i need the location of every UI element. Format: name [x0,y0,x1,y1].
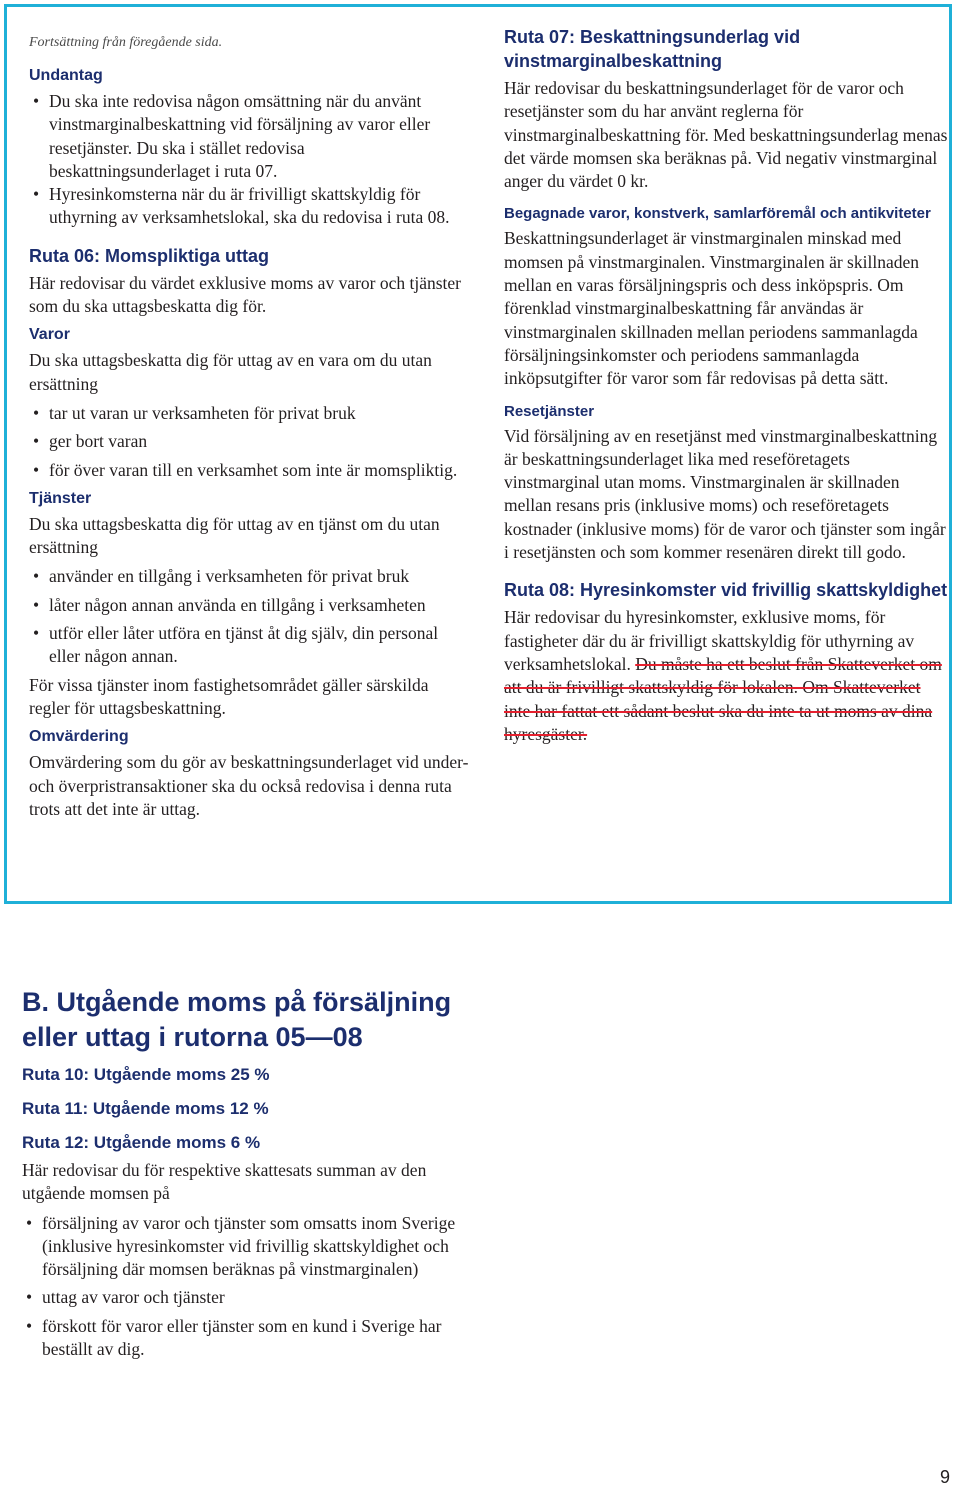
list-item: • använder en tillgång i verksamheten för privat bruk [29,565,469,588]
info-box [4,4,952,904]
ruta06-text: Här redovisar du värdet exklusive moms av varor och tjänster som du ska uttagsbeskatta dig för. [29,272,462,317]
left-column [29,25,469,827]
varor-heading: Varor [29,326,70,344]
list-item: • tar ut varan ur verksamheten för privat bruk [29,402,469,425]
list-item: • för över varan till en verksamhet som inte är momspliktig. [29,459,469,482]
begagnade-heading: Begagnade varor, konstverk, samlarföremål och antikviteter [504,205,931,223]
ruta06-heading: Ruta 06: Momspliktiga uttag [29,245,270,266]
undantag-list [29,90,469,230]
list-item: • förskott för varor eller tjänster som en kund i Sverige har beställt av dig. [22,1315,472,1362]
resetjanster-heading: Resetjänster [504,402,595,420]
tjanster-heading: Tjänster [29,489,92,507]
ruta10-heading: Ruta 10: Utgående moms 25 % [22,1065,270,1084]
varor-intro: Du ska uttagsbeskatta dig för uttag av en vara om du utan ersättning [29,350,432,394]
page-number: 9 [939,1467,950,1487]
omvardering-heading: Omvärdering [29,728,129,746]
resetjanster-text: Vid försäljning av en resetjänst med vinstmarginalbeskattning är beskattningsunderlaget lika med reseföretagets vinstmarginal utan moms. Vinstmarginalen är skillnaden mellan resans pris (inklusive moms) och reseföretagets kostnader (inklusive moms) för de varor och tjänster som ingår i resetjänsten och som kommer resenären direkt till godo. [504,425,946,563]
ruta07-text: Här redovisar du beskattningsunderlaget för de varor och resetjänster som du har använt reglerna för vinstmarginalbeskattning för. Med beskattningsunderlag menas det värde momsen ska beräknas på. Vid negativ vinstmarginal anger du värdet 0 kr. [504,78,948,192]
list-item: • utför eller låter utföra en tjänst åt dig själv, din personal eller någon annan. [29,622,469,669]
ruta11-heading: Ruta 11: Utgående moms 12 % [22,1099,269,1118]
list-item: • uttag av varor och tjänster [22,1286,472,1309]
varor-list [29,402,469,482]
section-b [22,985,472,1366]
list-item: • Du ska inte redovisa någon omsättning när du använt vinstmarginalbeskattning vid försäljning av varor eller resetjänster. Du ska i stället redovisa beskattningsunderlaget i ruta 07. [29,90,469,183]
begagnade-text: Beskattningsunderlaget är vinstmarginalen minskad med momsen på vinstmarginalen. Vinstmarginalen är skillnaden mellan en varas försäljningspris och dess inköpspris. Om förenklad vinstmarginalbeskattning får användas är vinstmarginalen skillnaden mellan periodens sammanlagda försäljningsinkomster och periodens sammanlagda inköpsutgifter för varor som får redovisas på detta sätt. [504,228,919,389]
ruta07-heading: Ruta 07: Beskattningsunderlag vid vinstmarginalbeskattning [504,27,801,71]
ruta08-text-main: Här redovisar du hyresinkomster, exklusive moms, för fastigheter där du är frivilligt skattskyldig för uthyrning av verksamhetslokal. [504,607,915,674]
tjanster-note: För vissa tjänster inom fastighetsområdet gäller särskilda regler för uttagsbeskattning. [29,674,429,718]
list-item: • ger bort varan [29,430,469,453]
section-b-heading: B. Utgående moms på försäljning eller uttag i rutorna 05—08 [22,987,452,1052]
tjanster-list [29,565,469,668]
list-item: • Hyresinkomsterna när du är frivilligt skattskyldig för uthyrning av verksamhetslokal, ska du redovisa i ruta 08. [29,183,469,230]
tjanster-intro: Du ska uttagsbeskatta dig för uttag av en tjänst om du utan ersättning [29,513,440,558]
list-item: • låter någon annan använda en tillgång i verksamheten [29,594,469,617]
ruta08-heading: Ruta 08: Hyresinkomster vid frivillig skattskyldighet [504,580,948,601]
section-b-list [22,1212,472,1362]
ruta08-text [504,606,949,746]
omvardering-text: Omvärdering som du gör av beskattningsunderlaget vid under- och överpristransaktioner ska du också redovisa i denna ruta trots att det inte är uttag. [29,752,469,819]
ruta08-struck-text: Du måste ha ett beslut från Skatteverket om att du är frivilligt skattskyldig för lokalen. Om Skatteverket inte har fattat ett sådant beslut ska du inte ta ut moms av dina hyresgäster. [504,653,942,744]
ruta12-heading: Ruta 12: Utgående moms 6 % [22,1133,261,1152]
continued-note: Fortsättning från föregående sida. [29,35,223,50]
section-b-intro: Här redovisar du för respektive skattesats summan av den utgående momsen på [22,1160,427,1204]
right-column [504,25,949,752]
undantag-heading: Undantag [29,67,103,84]
list-item: • försäljning av varor och tjänster som omsatts inom Sverige (inklusive hyresinkomster vid frivillig skattskyldighet och försäljning där momsen beräknas på vinstmarginalen) [22,1212,472,1282]
